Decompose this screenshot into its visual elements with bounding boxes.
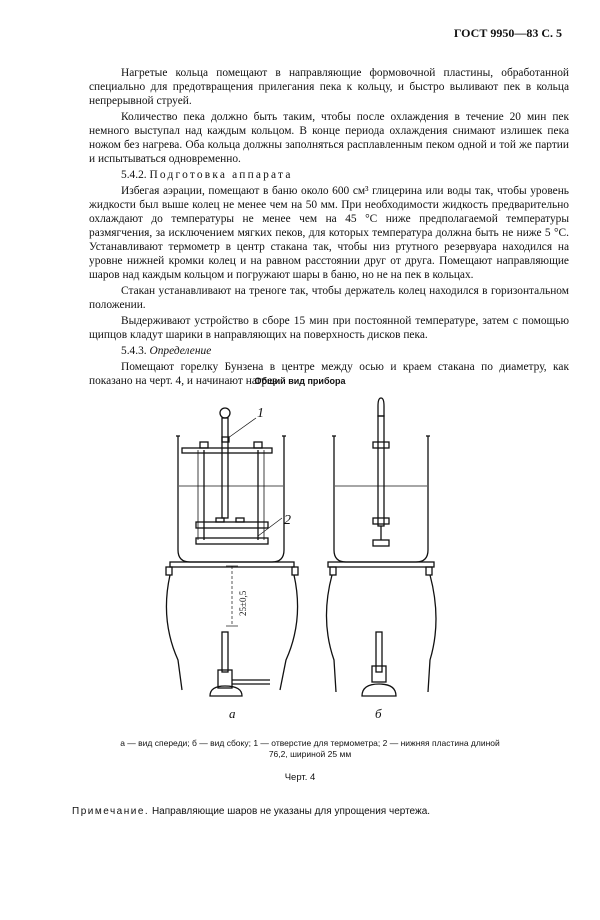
paragraph: Помещают горелку Бунзена в центре между осью и краем стакана по диаметру, как показано на черт. 4, и начинают нагрев. [89, 361, 569, 387]
front-view [166, 408, 298, 696]
section-number: 5.4.3. [121, 345, 147, 357]
note [72, 806, 430, 817]
view-b-label: б [375, 706, 382, 721]
paragraph: Выдерживают устройство в сборе 15 мин при постоянной температуре, затем с помощью щипцов кладут шарики в направляющих на поверхность дисков пека. [89, 315, 569, 341]
section-title: Определение [149, 345, 212, 357]
paragraph: Нагретые кольца помещают в направляющие формовочной пластины, обработанной специально для предотвращения прилегания пека к кольцу, и быстро выливают пек в кольца непрерывной струей. [89, 67, 569, 107]
thermometer-top [378, 398, 384, 416]
burner-tube [222, 632, 228, 672]
beaker [334, 436, 428, 562]
paragraph: Стакан устанавливают на треноге так, чтобы держатель колец находился в горизонтальном положении. [89, 285, 569, 311]
lower-plate [196, 538, 268, 544]
body-text [89, 66, 569, 390]
dimension-label: 25±0,5 [238, 590, 248, 616]
tripod-leg [326, 575, 336, 692]
ring-plate [196, 522, 268, 528]
nut [200, 442, 208, 448]
tripod-leg [428, 575, 436, 692]
figure-title: Общий вид прибора [254, 376, 346, 386]
figure-number: Черт. 4 [284, 772, 316, 783]
tripod-leg [280, 575, 298, 690]
figure-caption: а — вид спереди; б — вид сбоку; 1 — отверстие для термометра; 2 — нижняя пластина длиной 76,2, шириной 25 мм [120, 738, 500, 759]
label-1: 1 [257, 406, 264, 421]
tripod-leg [166, 575, 182, 690]
paragraph: Избегая аэрации, помещают в баню около 600 см³ глицерина или воды так, чтобы уровень жидкости был выше колец не менее чем на 50 мм. При необходимости жидкость предварительно охлаждают до температуры не менее чем на 45 °С ниже предполагаемой температуры размягчения, за исключением мягких пеков, для которых температура должна быть не ниже 5 °С. Устанавливают термометр в центр стакана так, чтобы низ ртутного резервуара находился на уровне нижней кромки колец и на равном расстоянии друг от друга. Помещают направляющие шаров над каждым кольцом и погружают шары в баню, но не на пек в кольцах. [89, 185, 569, 281]
nut [254, 442, 262, 448]
apparatus-drawing [160, 390, 460, 730]
note-text: Направляющие шаров не указаны для упрощения чертежа. [151, 806, 431, 817]
section-heading-5-4-3 [89, 344, 569, 358]
hanging-ring [220, 408, 230, 418]
section-number: 5.4.2. [121, 169, 147, 181]
thermometer [378, 416, 384, 526]
paragraph: Количество пека должно быть таким, чтобы после охлаждения в течение 20 мин пек немного выступал над каждым кольцом. В конце периода охлаждения снимают излишек пека ножом без нагрева. Оба кольца должны заполняться расплавленным пеком одной и той же партии и испытываться одновременно. [89, 111, 569, 165]
view-a-label: а [229, 706, 236, 721]
side-view [326, 398, 436, 696]
thermometer-rod [222, 418, 228, 518]
burner-body [218, 670, 232, 688]
section-heading-5-4-2 [89, 168, 569, 182]
note-label: Примечание. [72, 806, 150, 817]
section-title: Подготовка аппарата [149, 169, 293, 181]
page-header: ГОСТ 9950—83 С. 5 [453, 26, 562, 40]
tripod-top [328, 562, 434, 567]
burner-base [362, 684, 396, 696]
label-2: 2 [284, 513, 291, 528]
